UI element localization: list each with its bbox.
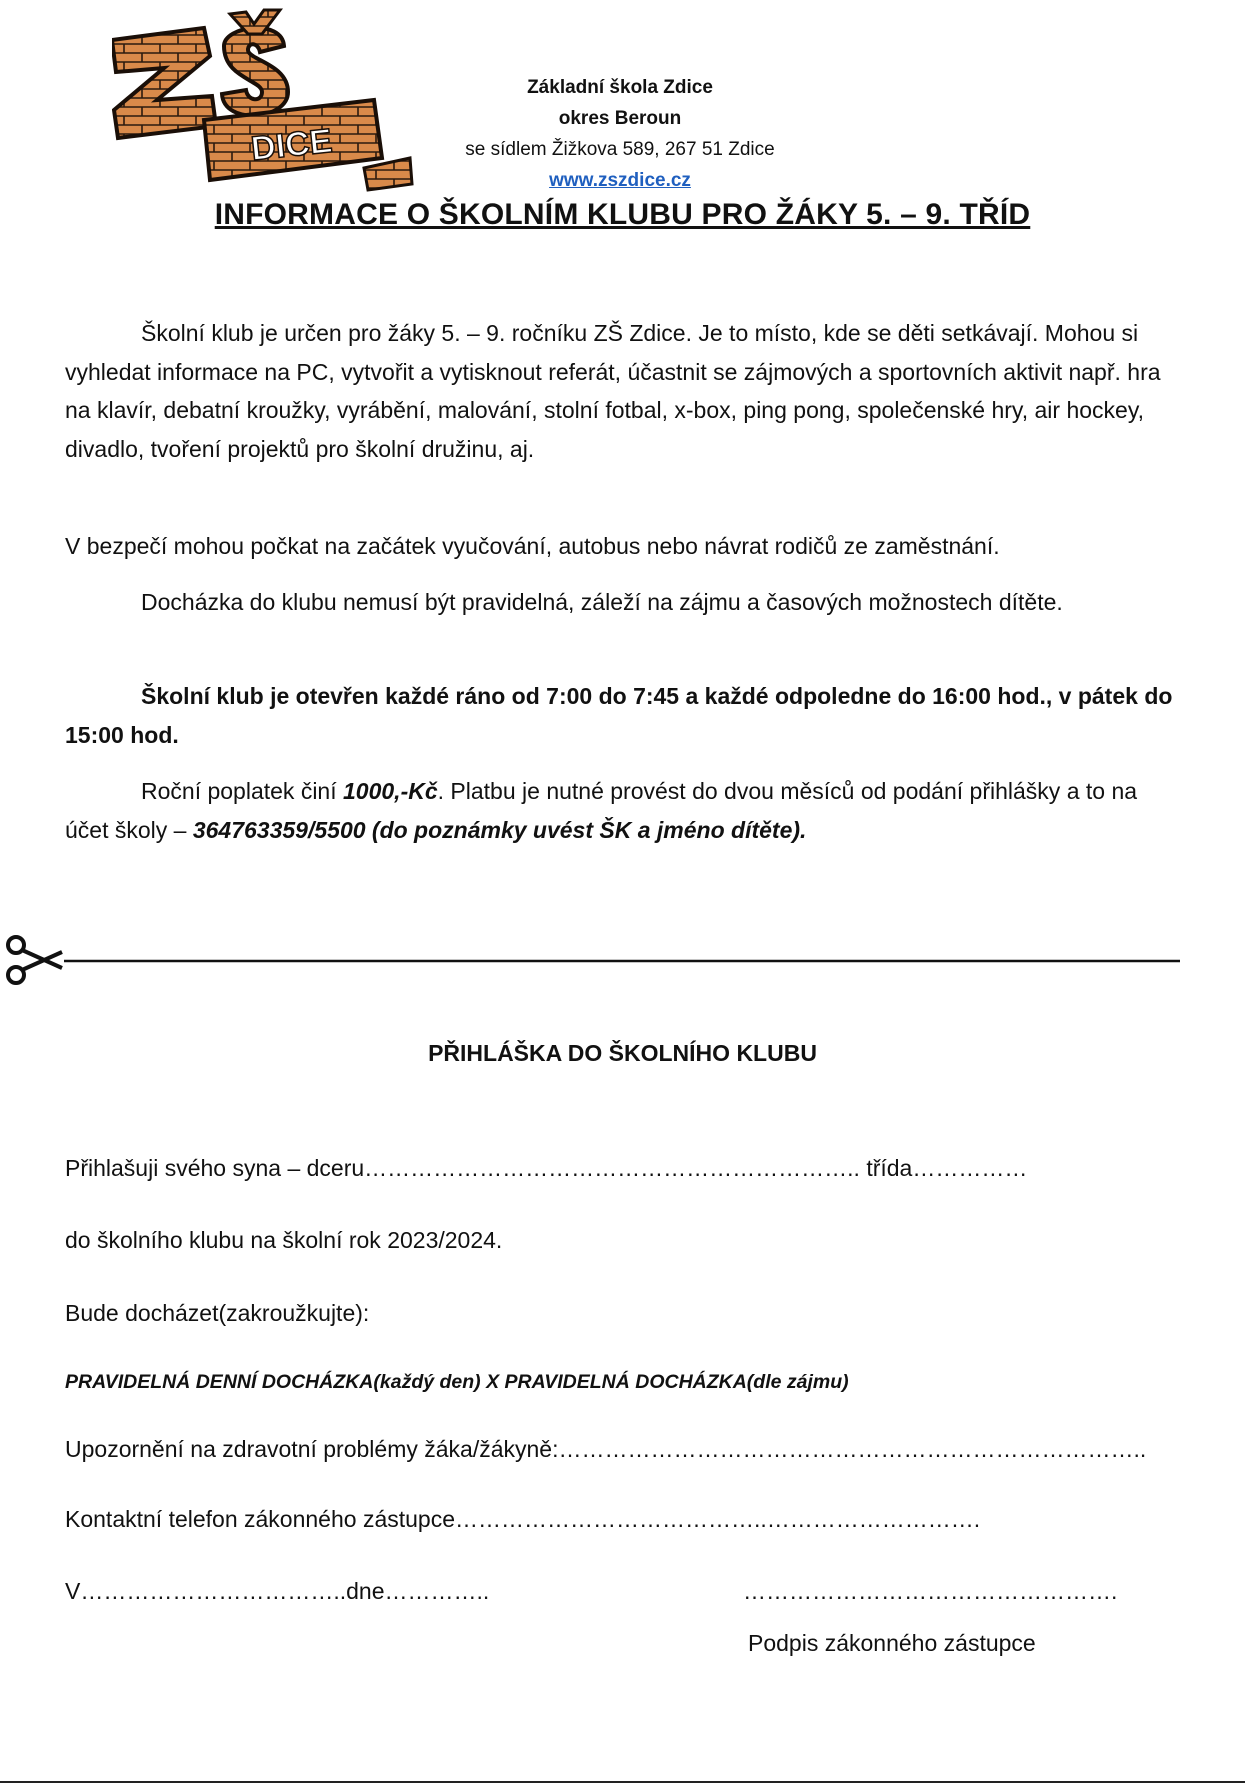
school-district: okres Beroun xyxy=(558,108,682,129)
form-place-date-field[interactable]: V……………………………..dne………….. xyxy=(65,1578,490,1604)
logo-letter-s xyxy=(222,28,288,116)
paragraph-attendance-text: Docházka do klubu nemusí být pravidelná, záleží na zájmu a časových možnostech dítěte. xyxy=(141,589,1063,615)
scissors-icon xyxy=(8,937,62,983)
paragraph-fee xyxy=(65,772,1185,849)
paragraph-opening-hours-text: Školní klub je otevřen každé ráno od 7:00 do 7:45 a každé odpoledne do 16:00 hod., v pátek do 15:00 hod. xyxy=(65,683,1173,748)
school-name: Základní škola Zdice xyxy=(527,77,713,98)
form-phone-field[interactable]: Kontaktní telefon zákonného zástupce…………………………………..………………………. xyxy=(65,1506,981,1532)
school-website-link[interactable]: www.zszdice.cz xyxy=(549,170,691,191)
bottom-divider xyxy=(0,1781,1245,1783)
bank-account: 364763359/5500 (do poznámky uvést ŠK a jméno dítěte). xyxy=(192,816,807,843)
fee-amount: 1000,-Kč xyxy=(343,778,438,804)
paragraph-safety: V bezpečí mohou počkat na začátek vyučování, autobus nebo návrat rodičů ze zaměstnání. xyxy=(65,533,1000,559)
logo-letter-z xyxy=(112,28,216,138)
form-child-name-field[interactable]: Přihlašuji svého syna – dceru……………………………………………………….. třída…………… xyxy=(65,1155,1028,1181)
paragraph-opening-hours xyxy=(65,677,1185,754)
fee-text-a: Roční poplatek činí xyxy=(141,778,344,804)
paragraph-intro xyxy=(65,314,1185,468)
form-health-field[interactable]: Upozornění na zdravotní problémy žáka/žákyně:………………………………………………………………….. xyxy=(65,1436,1147,1462)
signature-label: Podpis zákonného zástupce xyxy=(748,1630,1036,1656)
paragraph-intro-text: Školní klub je určen pro žáky 5. – 9. ročníku ZŠ Zdice. Je to místo, kde se děti setkávají. Mohou si vyhledat informace na PC, vytvořit a vytisknout referát, účastnit se zájmových a sportovních aktivit např. hra na klavír, debatní kroužky, vyrábění, malování, stolní fotbal, x-box, ping pong, společenské hry, air hockey, divadlo, tvoření projektů pro školní družinu, aj. xyxy=(65,320,1161,462)
school-info xyxy=(440,72,800,196)
school-address: se sídlem Žižkova 589, 267 51 Zdice xyxy=(465,139,775,160)
form-title: PŘIHLÁŠKA DO ŠKOLNÍHO KLUBU xyxy=(428,1040,817,1066)
page-title: INFORMACE O ŠKOLNÍM KLUBU PRO ŽÁKY 5. – 9. TŘÍD xyxy=(214,198,1031,231)
form-attendance-options[interactable]: PRAVIDELNÁ DENNÍ DOCHÁZKA(každý den) X PRAVIDELNÁ DOCHÁZKA(dle zájmu) xyxy=(65,1371,849,1393)
paragraph-attendance xyxy=(65,583,1185,622)
cut-line xyxy=(0,930,1245,990)
svg-text:DICE: DICE xyxy=(249,121,335,169)
school-logo xyxy=(112,8,422,193)
form-attendance-label: Bude docházet(zakroužkujte): xyxy=(65,1300,370,1326)
fee-text-b: . Platbu je nutné provést do dvou měsíců od podání přihlášky a to na účet školy – xyxy=(65,778,1138,843)
form-school-year: do školního klubu na školní rok 2023/2024. xyxy=(65,1227,503,1253)
signature-field[interactable]: …………………………………………. xyxy=(743,1578,1118,1604)
